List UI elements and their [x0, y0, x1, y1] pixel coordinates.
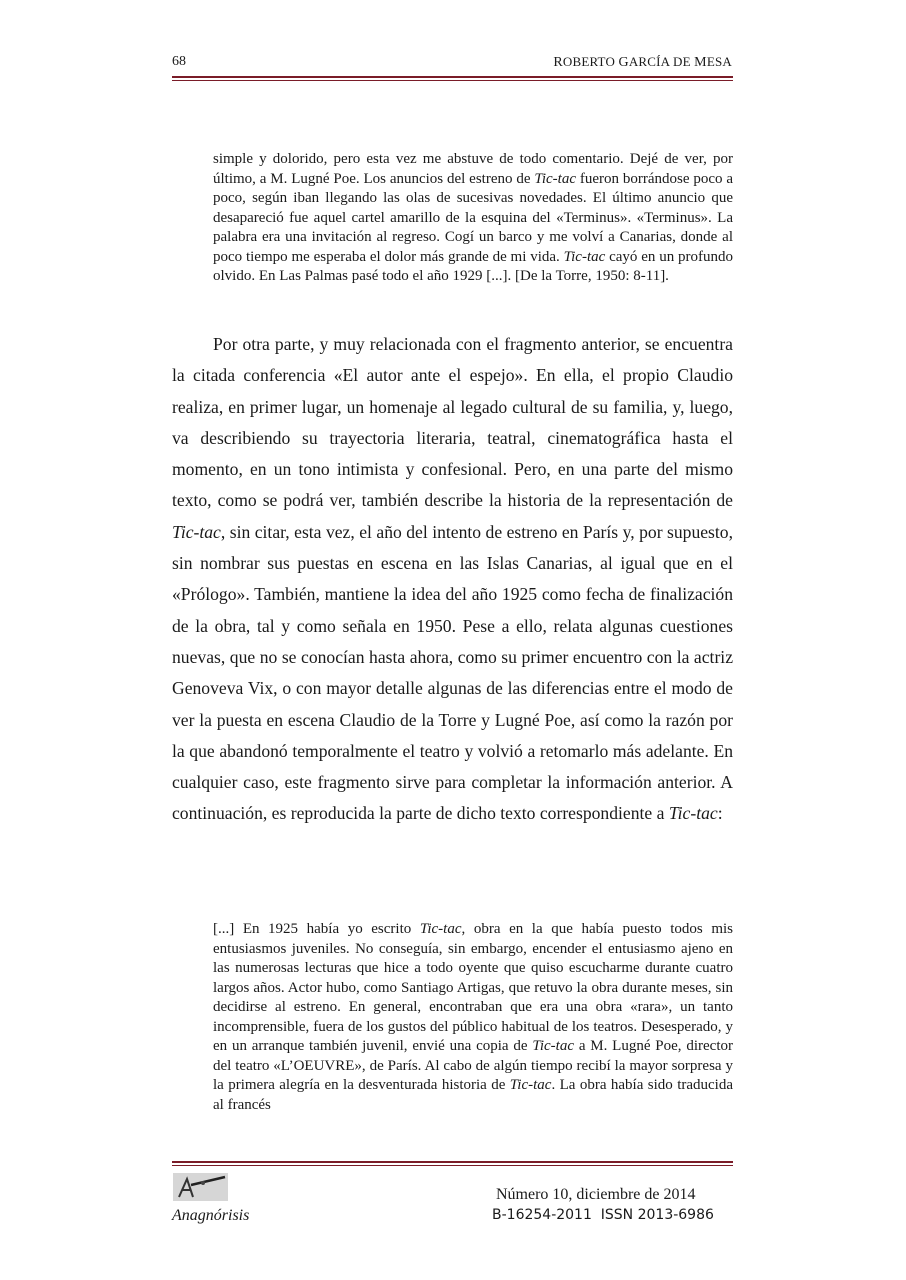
block-quote-1: simple y dolorido, pero esta vez me abstuve de todo comentario. Dejé de ver, por último, a M. Lugné Poe. Los anuncios del estreno de Tic-tac fueron borrándose poco a poco, según iban llegando las olas de sucesivas novedades. El último anuncio que desapareció fue aquel cartel amarillo de la esquina del «Terminus». «Terminus». La palabra era una invitación al regreso. Cogí un barco y me volví a Canarias, donde al poco tiempo me esperaba el dolor más grande de mi vida. Tic-tac cayó en un profundo olvido. En Las Palmas pasé todo el año 1929 [...]. [De la Torre, 1950: 8-11]. — [213, 151, 734, 284]
footer-rule — [172, 1161, 733, 1166]
body-paragraph: Por otra parte, y muy relacionada con el fragmento anterior, se encuentra la citada conferencia «El autor ante el espejo». En ella, el propio Claudio realiza, en primer lugar, un homenaje al legado cultural de su familia, y, luego, va describiendo su trayectoria literaria, teatral, cinematográfica hasta el momento, en un tono intimista y confesional. Pero, en una parte del mismo texto, como se podrá ver, también describe la historia de la representación de Tic-tac, sin citar, esta vez, el año del intento de estreno en París y, por supuesto, sin nombrar sus puestas en escena en las Islas Canarias, al igual que en el «Prólogo». También, mantiene la idea del año 1925 como fecha de finalización de la obra, tal y como señala en 1950. Pese a ello, relata algunas cuestiones nuevas, que no se conocían hasta ahora, como su primer encuentro con la actriz Genoveva Vix, o con mayor detalle algunas de las diferencias entre el modo de ver la puesta en escena Claudio de la Torre y Lugné Poe, así como la razón por la que abandonó temporalmente el teatro y volvió a retomarlo más adelante. En cualquier caso, este fragmento sirve para completar la información anterior. A continuación, es reproducida la parte de dicho texto correspondiente a Tic-tac: — [172, 334, 733, 824]
page-number: 68 — [172, 54, 186, 69]
header-rule — [172, 76, 733, 81]
issue-line: Número 10, diciembre de 2014 — [496, 1186, 696, 1203]
running-head-author: ROBERTO GARCÍA DE MESA — [553, 54, 732, 70]
isbn-line: B-16254-2011 ISSN 2013-6986 — [492, 1207, 714, 1223]
journal-name: Anagnórisis — [172, 1207, 250, 1224]
anagnorisis-logo-icon — [173, 1173, 228, 1201]
block-quote-2: [...] En 1925 había yo escrito Tic-tac, obra en la que había puesto todos mis entusiasmos juveniles. No conseguía, sin embargo, encender el entusiasmo ajeno en las numerosas lecturas que hice a todo oyente que quiso escucharme durante cuatro largos años. Actor hubo, como Santiago Artigas, que retuvo la obra durante meses, sin decidirse al estreno. En general, encontraban que era una obra «rara», un tanto incomprensible, fuera de los gustos del público habitual de los teatros. Desesperado, y en un arranque también juvenil, envié una copia de Tic-tac a M. Lugné Poe, director del teatro «L’OEUVRE», de París. Al cabo de algún tiempo recibí la mayor sorpresa y la primera alegría en la desventurada historia de Tic-tac. La obra había sido traducida al francés — [213, 921, 733, 1113]
